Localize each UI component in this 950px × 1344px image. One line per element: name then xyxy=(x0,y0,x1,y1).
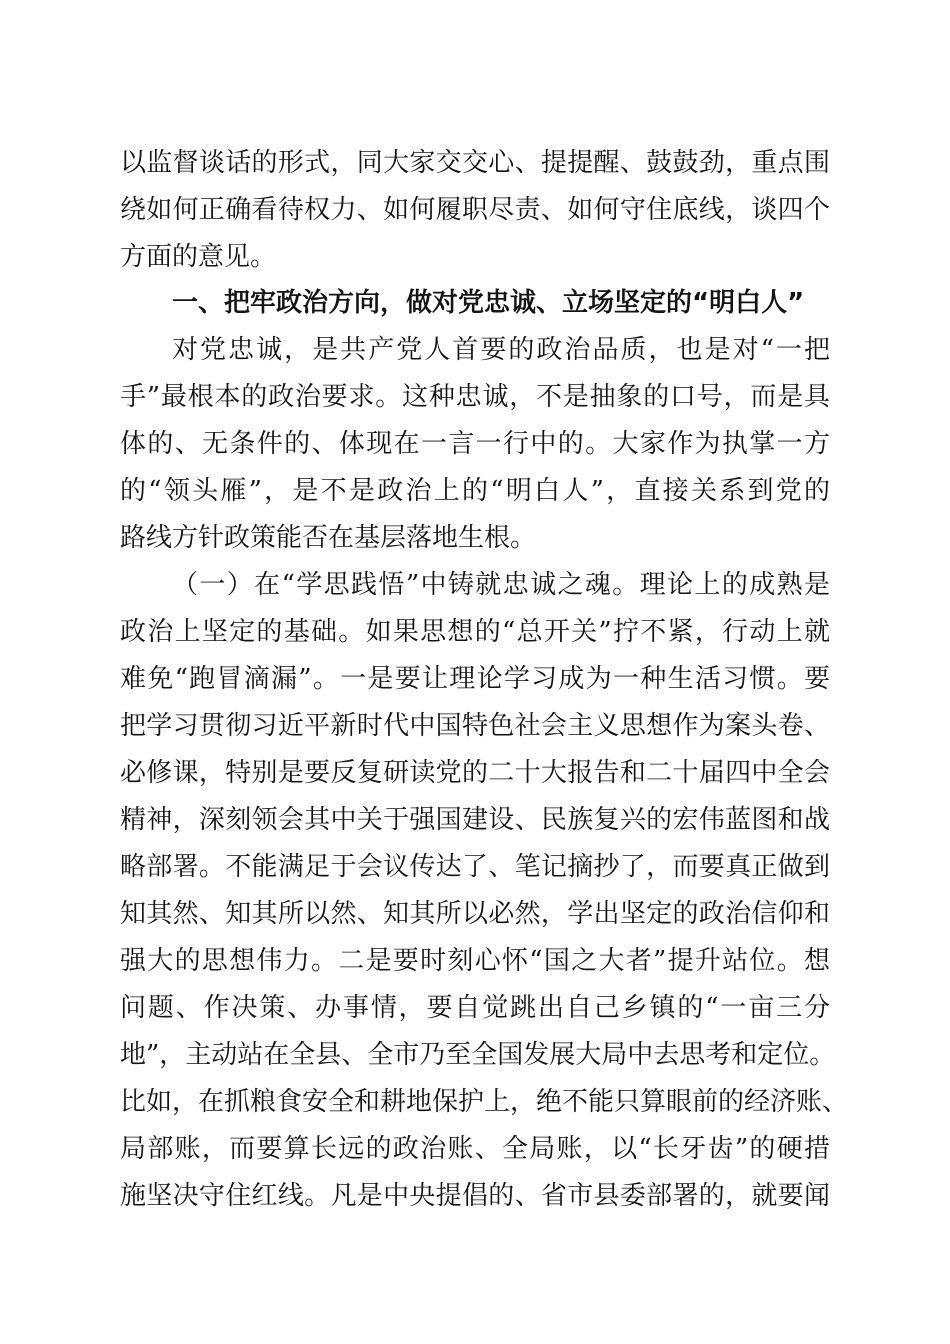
para-2-line-1: （一）在“学思践悟”中铸就忠诚之魂。理论上的成熟是 xyxy=(172,570,830,600)
para-1-line-3: 体的、无条件的、体现在一言一行中的。大家作为执掌一方 xyxy=(120,429,830,459)
section-heading-1: 一、把牢政治方向，做对党忠诚、立场坚定的“明白人” xyxy=(172,288,805,318)
para-2-line-3: 难免“跑冒滴漏”。一是要让理论学习成为一种生活习惯。要 xyxy=(120,664,830,694)
para-2-line-12: 比如，在抓粮食安全和耕地保护上，绝不能只算眼前的经济账、 xyxy=(120,1087,849,1117)
intro-line-3: 方面的意见。 xyxy=(120,242,277,272)
para-1-line-5: 路线方针政策能否在基层落地生根。 xyxy=(120,523,537,553)
para-2-line-13: 局部账，而要算长远的政治账、全局账，以“长牙齿”的硬措 xyxy=(120,1134,830,1164)
para-1-line-4: 的“领头雁”，是不是政治上的“明白人”，直接关系到党的 xyxy=(120,476,830,506)
para-2-line-10: 问题、作决策、办事情，要自觉跳出自己乡镇的“一亩三分 xyxy=(120,993,830,1023)
para-2-line-11: 地”，主动站在全县、全市乃至全国发展大局中去思考和定位。 xyxy=(120,1040,836,1070)
para-2-line-7: 略部署。不能满足于会议传达了、笔记摘抄了，而要真正做到 xyxy=(120,852,830,882)
para-2-line-5: 必修课，特别是要反复研读党的二十大报告和二十届四中全会 xyxy=(120,758,830,788)
intro-line-2: 绕如何正确看待权力、如何履职尽责、如何守住底线，谈四个 xyxy=(120,195,830,225)
para-2-line-4: 把学习贯彻习近平新时代中国特色社会主义思想作为案头卷、 xyxy=(120,711,830,741)
para-2-line-6: 精神，深刻领会其中关于强国建设、民族复兴的宏伟蓝图和战 xyxy=(120,805,830,835)
para-1-line-1: 对党忠诚，是共产党人首要的政治品质，也是对“一把 xyxy=(172,335,830,365)
para-2-line-14: 施坚决守住红线。凡是中央提倡的、省市县委部署的，就要闻 xyxy=(120,1181,830,1211)
para-1-line-2: 手”最根本的政治要求。这种忠诚，不是抽象的口号，而是具 xyxy=(120,382,830,412)
intro-line-1: 以监督谈话的形式，同大家交交心、提提醒、鼓鼓劲，重点围 xyxy=(120,148,830,178)
para-2-line-8: 知其然、知其所以然、知其所以必然，学出坚定的政治信仰和 xyxy=(120,899,830,929)
para-2-line-2: 政治上坚定的基础。如果思想的“总开关”拧不紧，行动上就 xyxy=(120,617,830,647)
para-2-line-9: 强大的思想伟力。二是要时刻心怀“国之大者”提升站位。想 xyxy=(120,946,830,976)
